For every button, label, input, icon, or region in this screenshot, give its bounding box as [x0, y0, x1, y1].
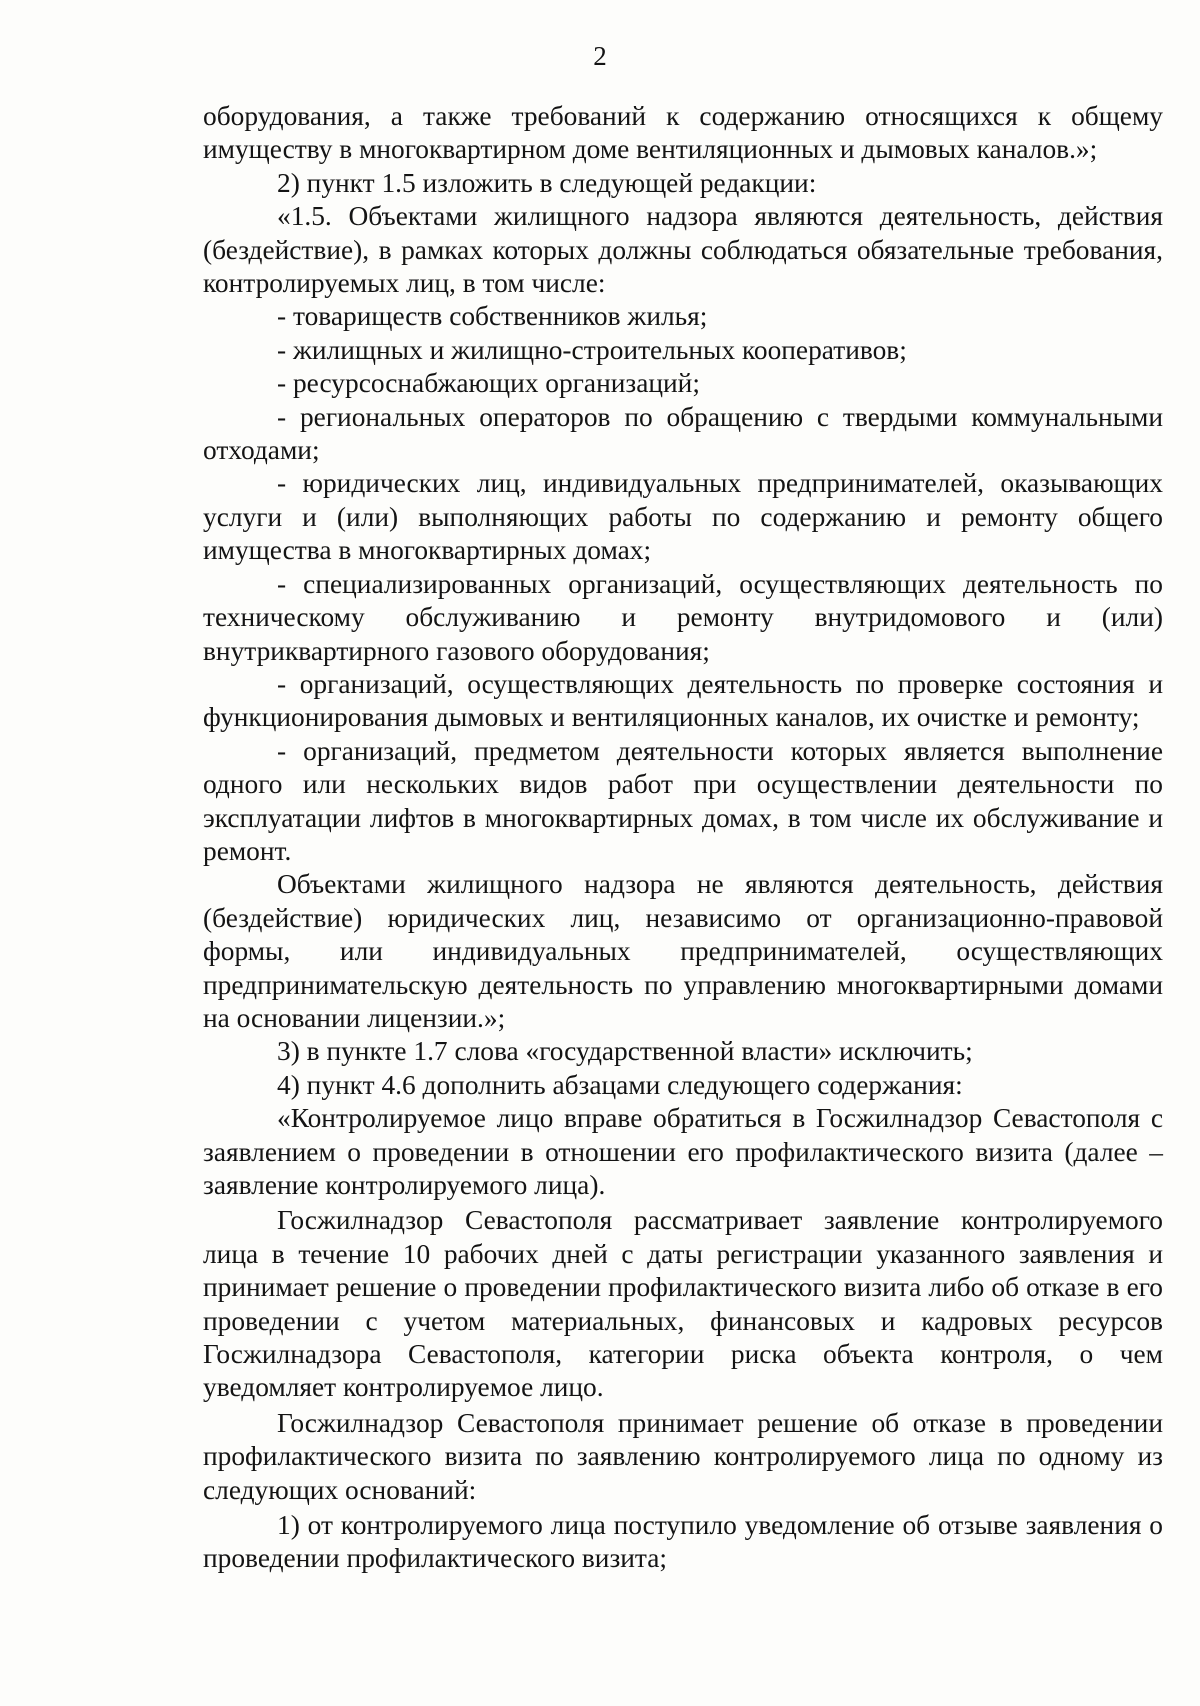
list-item-4: - региональных операторов по обращению с твердыми коммунальными отходами;	[203, 401, 1163, 466]
list-item-7: - организаций, осуществляющих деятельность по проверке состояния и функционирования дымовых и вентиляционных каналов, их очистке и ремонту;	[203, 668, 1163, 733]
list-item-6: - специализированных организаций, осуществляющих деятельность по техническому обслуживанию и ремонту внутридомового и (или) внутриквартирного газового оборудования;	[203, 568, 1163, 666]
list-item-2: - жилищных и жилищно-строительных кооперативов;	[277, 334, 907, 365]
document-body	[203, 100, 1163, 1576]
paragraph-4: Объектами жилищного надзора не являются деятельность, действия (бездействие) юридических лиц, независимо от организационно-правовой формы, или индивидуальных предпринимателей, осуществляющих предпринимательскую деятельность по управлению многоквартирными домами на основании лицензии.»;	[203, 869, 1163, 1033]
page-number: 2	[593, 41, 607, 71]
paragraph-1: оборудования, а также требований к содержанию относящихся к общему имуществу в многоквартирном доме вентиляционных и дымовых каналов.»;	[203, 101, 1163, 165]
list-item-1: - товариществ собственников жилья;	[277, 301, 708, 332]
paragraph-7: «Контролируемое лицо вправе обратиться в Госжилнадзор Севастополя с заявлением о проведении в отношении его профилактического визита (далее – заявление контролируемого лица).	[203, 1103, 1163, 1200]
list-item-8: - организаций, предметом деятельности которых является выполнение одного или нескольких видов работ при осуществлении деятельности по эксплуатации лифтов в многоквартирных домах, в том числе их обслуживание и ремонт.	[203, 735, 1163, 866]
list-item-3: - ресурсоснабжающих организаций;	[277, 368, 700, 399]
paragraph-6: 4) пункт 4.6 дополнить абзацами следующего содержания:	[277, 1069, 963, 1100]
paragraph-8: Госжилнадзор Севастополя рассматривает заявление контролируемого лица в течение 10 рабочих дней с даты регистрации указанного заявления и принимает решение о проведении профилактического визита либо об отказе в его проведении с учетом материальных, финансовых и кадровых ресурсов Госжилнадзора Севастополя, категории риска объекта контроля, о чем уведомляет контролируемое лицо.	[203, 1205, 1163, 1403]
paragraph-3: «1.5. Объектами жилищного надзора являются деятельность, действия (бездействие), в рамках которых должны соблюдаться обязательные требования, контролируемых лиц, в том числе:	[203, 201, 1163, 299]
list-item-5: - юридических лиц, индивидуальных предпринимателей, оказывающих услуги и (или) выполняющих работы по содержанию и ремонту общего имущества в многоквартирных домах;	[203, 468, 1163, 566]
paragraph-5: 3) в пункте 1.7 слова «государственной власти» исключить;	[277, 1036, 973, 1067]
paragraph-9: Госжилнадзор Севастополя принимает решение об отказе в проведении профилактического визита по заявлению контролируемого лица по одному из следующих оснований:	[203, 1407, 1163, 1505]
paragraph-10: 1) от контролируемого лица поступило уведомление об отзыве заявления о проведении профилактического визита;	[203, 1510, 1163, 1574]
paragraph-2: 2) пункт 1.5 изложить в следующей редакции:	[277, 167, 817, 198]
